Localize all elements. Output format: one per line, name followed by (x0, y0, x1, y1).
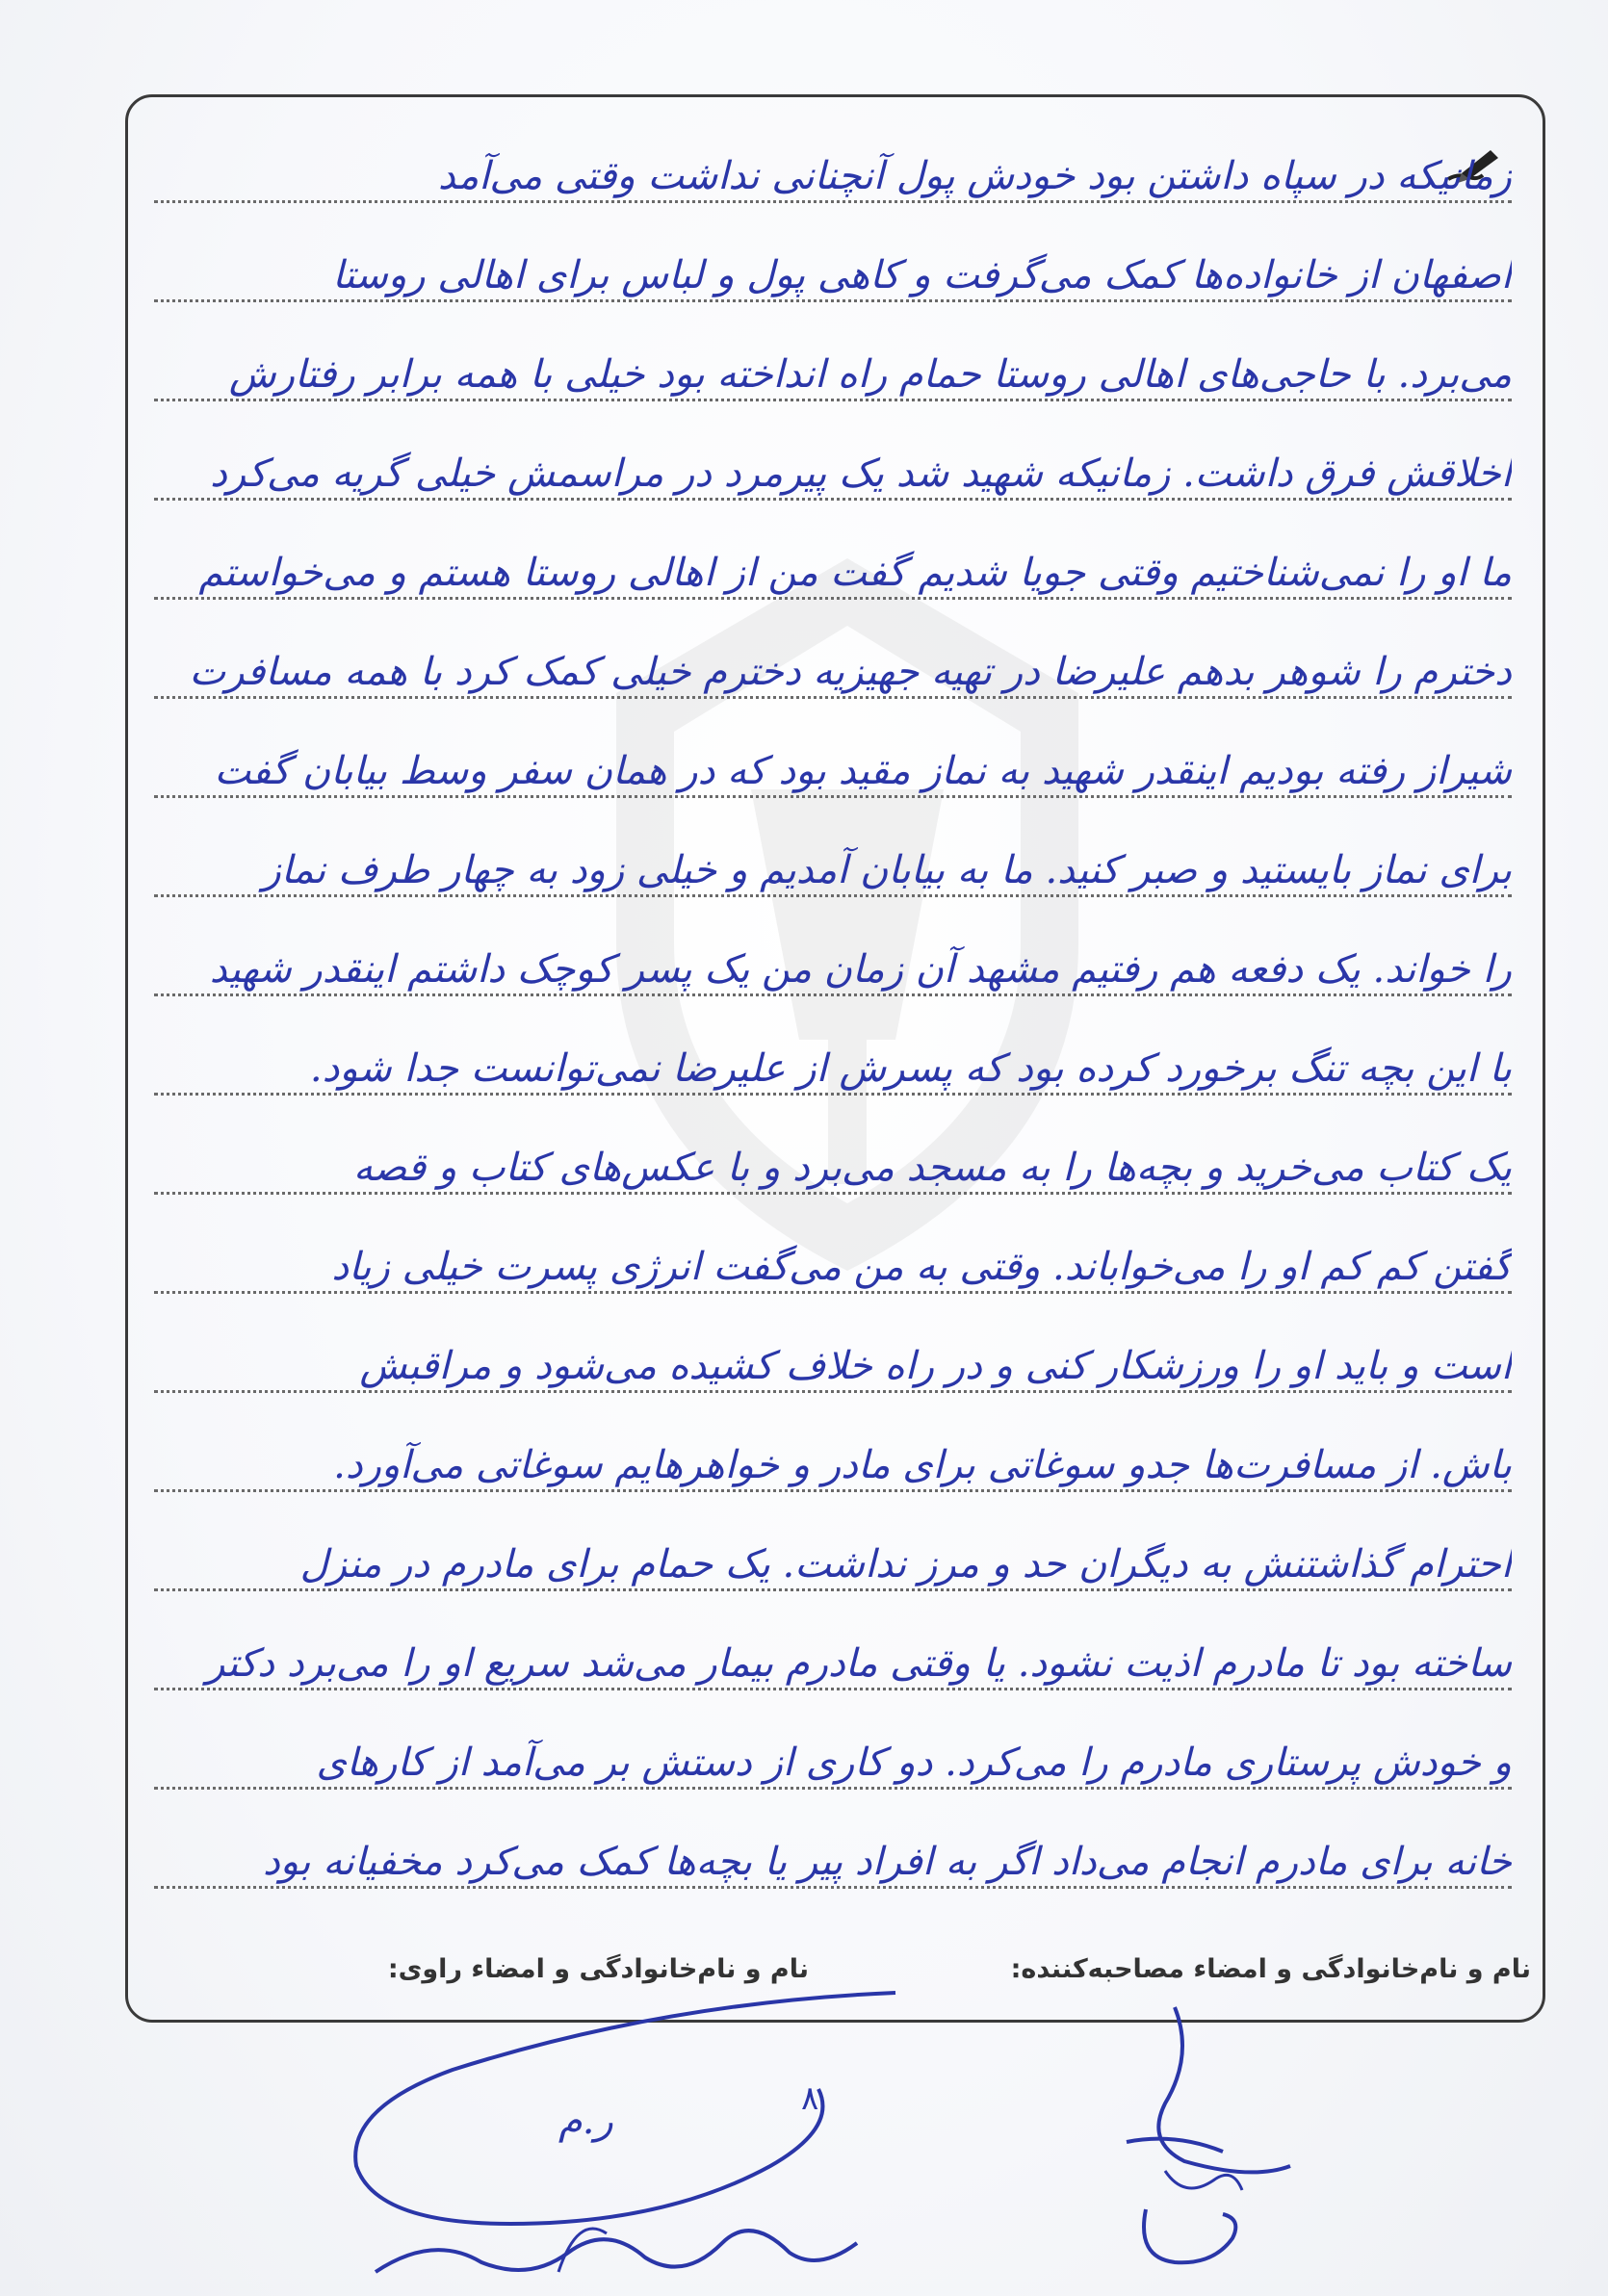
dotted-rule (154, 1093, 1512, 1096)
handwritten-line (154, 1405, 1512, 1504)
line-text: و خودش پرستاری مادرم را می‌کرد. دو کاری از دستش بر می‌آمد از کارهای (316, 1741, 1512, 1785)
handwritten-line (154, 710, 1512, 810)
dotted-rule (154, 399, 1512, 401)
line-text: را خواند. یک دفعه هم رفتیم مشهد آن زمان من یک پسر کوچک داشتم اینقدر شهید (209, 947, 1512, 992)
line-text: است و باید او را ورزشکار کنی و در راه خلاف کشیده می‌شود و مراقبش (359, 1344, 1512, 1388)
handwritten-line (154, 611, 1512, 710)
handwritten-line (154, 116, 1512, 215)
dotted-rule (154, 1688, 1512, 1690)
handwritten-line (154, 810, 1512, 909)
handwritten-line (154, 314, 1512, 413)
line-text: گفتن کم کم او را می‌خواباند. وقتی به من می‌گفت انرژی پسرت خیلی زیاد (331, 1245, 1512, 1289)
dotted-rule (154, 1489, 1512, 1492)
narrator-signature-label: نام و نام‌خانوادگی و امضاء راوی: (387, 1954, 809, 1984)
dotted-rule (154, 1192, 1512, 1195)
narrator-signature (318, 1983, 915, 2291)
line-text: یک کتاب می‌خرید و بچه‌ها را به مسجد می‌برد و با عکس‌های کتاب و قصه (352, 1146, 1512, 1190)
handwritten-line (154, 1702, 1512, 1801)
handwritten-line (154, 1504, 1512, 1603)
dotted-rule (154, 498, 1512, 501)
handwritten-line (154, 1107, 1512, 1206)
line-text: اخلاقش فرق داشت. زمانیکه شهید شد یک پیرمرد در مراسمش خیلی گریه می‌کرد (210, 451, 1512, 496)
dotted-rule (154, 1390, 1512, 1393)
dotted-rule (154, 894, 1512, 897)
line-text: زمانیکه در سپاه داشتن بود خودش پول آنچنانی نداشت وقتی می‌آمد (437, 154, 1512, 198)
line-text: با این بچه تنگ برخورد کرده بود که پسرش از علیرضا نمی‌توانست جدا شود. (309, 1046, 1512, 1091)
handwritten-line (154, 1305, 1512, 1405)
dotted-rule (154, 299, 1512, 302)
handwritten-line (154, 413, 1512, 512)
dotted-rule (154, 200, 1512, 203)
line-text: ساخته بود تا مادرم اذیت نشود. یا وقتی مادرم بیمار می‌شد سریع او را می‌برد دکتر (206, 1641, 1512, 1686)
dotted-rule (154, 696, 1512, 699)
handwritten-line (154, 1008, 1512, 1107)
handwritten-line (154, 512, 1512, 611)
line-text: برای نماز بایستید و صبر کنید. ما به بیابان آمدیم و خیلی زود به چهار طرف نماز (262, 848, 1512, 892)
handwritten-line (154, 909, 1512, 1008)
dotted-rule (154, 1291, 1512, 1294)
line-text: خانه برای مادرم انجام می‌داد اگر به افراد پیر یا بچه‌ها کمک می‌کرد مخفیانه بود (262, 1840, 1512, 1884)
line-text: می‌برد. با حاجی‌های اهالی روستا حمام راه انداخته بود خیلی با همه برابر رفتارش (228, 352, 1512, 397)
line-text: باش. از مسافرت‌ها جدو سوغاتی برای مادر و خواهرهایم سوغاتی می‌آورد. (333, 1443, 1512, 1487)
narrator-initials: ر.م (558, 2099, 613, 2143)
handwritten-line (154, 1603, 1512, 1702)
line-text: شیراز رفته بودیم اینقدر شهید به نماز مقید بود که در همان سفر وسط بیابان گفت (214, 749, 1512, 793)
dotted-rule (154, 795, 1512, 798)
line-text: اصفهان از خانواده‌ها کمک می‌گرفت و کاهی پول و لباس برای اهالی روستا (332, 253, 1512, 297)
handwritten-line (154, 1801, 1512, 1900)
line-text: احترام گذاشتنش به دیگران حد و مرز نداشت. یک حمام برای مادرم در منزل (299, 1542, 1512, 1587)
handwritten-body (154, 116, 1512, 1900)
handwritten-line (154, 215, 1512, 314)
dotted-rule (154, 1588, 1512, 1591)
line-text: دخترم را شوهر بدهم علیرضا در تهیه جهیزیه دخترم خیلی کمک کرد با همه مسافرت (189, 650, 1512, 694)
line-text: ما او را نمی‌شناختیم وقتی جویا شدیم گفت من از اهالی روستا هستم و می‌خواستم (198, 551, 1512, 595)
dotted-rule (154, 1787, 1512, 1790)
handwritten-line (154, 1206, 1512, 1305)
interviewer-signature-label: نام و نام‌خانوادگی و امضاء مصاحبه‌کننده: (1010, 1954, 1531, 1984)
dotted-rule (154, 597, 1512, 600)
dotted-rule (154, 1886, 1512, 1889)
dotted-rule (154, 993, 1512, 996)
page-number: ۸ (801, 2079, 819, 2118)
interviewer-signature (1107, 1998, 1300, 2277)
